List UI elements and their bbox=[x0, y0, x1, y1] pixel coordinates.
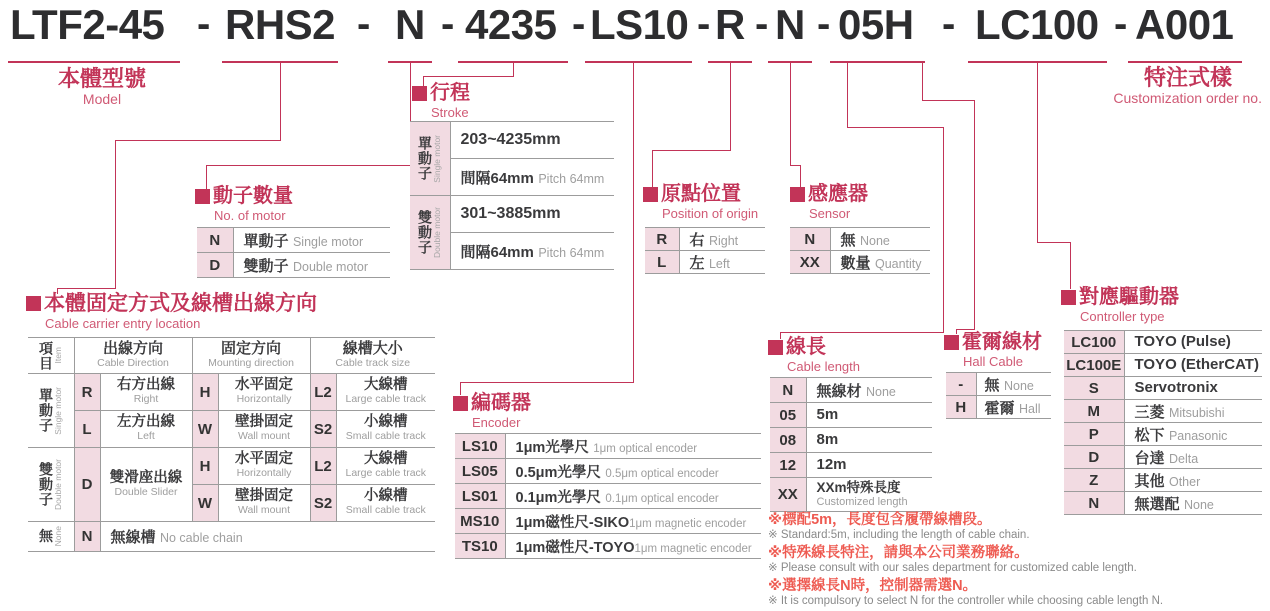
model-segment: R bbox=[715, 1, 745, 48]
desc-zh: 無線槽 bbox=[110, 529, 156, 546]
connector-line bbox=[57, 288, 116, 289]
footnote-en: ※ Please consult with our sales department for customized cable length. bbox=[768, 562, 1137, 574]
connector-line bbox=[280, 63, 281, 140]
section-header-sensor bbox=[790, 184, 868, 221]
connector-line bbox=[513, 63, 514, 76]
section-title-zh: 原點位置 bbox=[661, 183, 741, 205]
code-cell: - bbox=[946, 373, 976, 396]
desc-en: None bbox=[865, 384, 896, 399]
connector-line bbox=[730, 63, 731, 150]
model-label-en: Model bbox=[82, 91, 122, 108]
table-row bbox=[790, 228, 930, 251]
table-row bbox=[1064, 469, 1262, 492]
desc-zh: XXm特殊長度 bbox=[816, 480, 901, 496]
desc-en: Double Slider bbox=[114, 485, 178, 498]
table-row bbox=[197, 228, 390, 253]
section-header-stroke bbox=[412, 83, 470, 120]
desc-zh: 雙滑座出線 bbox=[109, 469, 183, 486]
desc-en: Left bbox=[708, 256, 730, 271]
table-row bbox=[410, 196, 614, 233]
desc-zh: 大線槽 bbox=[364, 377, 408, 394]
section-header-origin bbox=[643, 184, 758, 221]
code-cell: TS10 bbox=[455, 534, 505, 559]
stroke-range: 203~4235mm bbox=[460, 131, 561, 148]
section-title-zh: 動子數量 bbox=[213, 185, 293, 207]
section-header-encoder bbox=[453, 393, 531, 430]
section-marker bbox=[412, 86, 427, 101]
section-marker bbox=[453, 396, 468, 411]
code-cell: R bbox=[74, 374, 100, 411]
footnote-zh: ※標配5m，長度包含履帶線槽段。 bbox=[768, 512, 992, 528]
connector-line bbox=[974, 100, 975, 329]
code-cell: N bbox=[74, 522, 100, 552]
connector-line bbox=[423, 76, 514, 77]
connector-line bbox=[115, 140, 116, 288]
desc-en: Delta bbox=[1168, 451, 1199, 466]
desc-en: Right bbox=[133, 393, 159, 406]
table-row bbox=[28, 411, 435, 448]
model-separator: - bbox=[441, 2, 455, 46]
group-label-en: Single motor bbox=[53, 386, 63, 435]
connector-line bbox=[652, 150, 731, 151]
code-cell: N bbox=[790, 228, 830, 251]
desc-zh: 無 bbox=[984, 376, 1000, 394]
model-segment: RHS2 bbox=[225, 1, 336, 48]
cable-length-table bbox=[770, 377, 932, 512]
section-marker bbox=[1061, 290, 1076, 305]
connector-line bbox=[1070, 242, 1071, 289]
section-title-zh: 對應驅動器 bbox=[1079, 286, 1179, 308]
desc-zh: 小線槽 bbox=[364, 488, 408, 505]
header-dir-en: Cable Direction bbox=[97, 356, 169, 369]
desc-zh: 0.1μm光學尺 bbox=[515, 489, 601, 506]
table-row bbox=[790, 251, 930, 274]
table-row bbox=[410, 122, 614, 159]
desc-zh: 小線槽 bbox=[364, 414, 408, 431]
desc-zh: 三菱 bbox=[1134, 403, 1165, 421]
group-label-en: Double motor bbox=[53, 458, 63, 511]
model-segment: 4235 bbox=[465, 1, 557, 48]
desc-en: Small cable track bbox=[345, 504, 426, 517]
model-separator: - bbox=[1114, 2, 1128, 46]
model-segment: LS10 bbox=[590, 1, 689, 48]
customization-label-en: Customization order no. bbox=[1113, 90, 1262, 107]
desc-zh: 水平固定 bbox=[235, 377, 294, 394]
connector-line bbox=[922, 100, 974, 101]
section-header-hall bbox=[944, 332, 1042, 369]
table-row bbox=[1064, 331, 1262, 354]
connector-line bbox=[780, 332, 944, 333]
code-cell: M bbox=[1064, 400, 1124, 423]
header-mount-zh: 固定方向 bbox=[221, 340, 282, 358]
code-cell: XX bbox=[790, 251, 830, 274]
table-row bbox=[28, 448, 435, 485]
section-marker bbox=[26, 296, 41, 311]
code-cell: L bbox=[645, 251, 679, 274]
desc-zh: 右方出線 bbox=[117, 377, 175, 394]
desc-en: Customized length bbox=[816, 495, 908, 508]
code-cell: D bbox=[74, 448, 100, 522]
code-cell: 12 bbox=[770, 453, 806, 478]
connector-line bbox=[943, 127, 944, 332]
desc-en: Hall bbox=[1018, 401, 1041, 416]
connector-line bbox=[790, 63, 791, 165]
segment-underline bbox=[585, 61, 692, 63]
code-cell: P bbox=[1064, 423, 1124, 446]
desc-en: None bbox=[859, 233, 890, 248]
table-row bbox=[770, 453, 932, 478]
code-cell: L bbox=[74, 411, 100, 448]
hall-cable-table bbox=[946, 372, 1051, 419]
desc-zh: TOYO (Pulse) bbox=[1134, 333, 1231, 350]
desc-en: Right bbox=[708, 233, 739, 248]
table-row bbox=[1064, 377, 1262, 400]
desc-zh: 1μm磁性尺-TOYO bbox=[515, 539, 635, 556]
sensor-table bbox=[790, 227, 930, 274]
desc-en: Single motor bbox=[292, 234, 364, 249]
desc-en: Other bbox=[1168, 474, 1201, 489]
table-row bbox=[28, 374, 435, 411]
customization-label-zh: 特注式樣 bbox=[1143, 65, 1232, 90]
footnote-en: ※ Standard:5m, including the length of cable chain. bbox=[768, 529, 1030, 541]
header-track-en: Cable track size bbox=[335, 356, 411, 369]
desc-zh: 12m bbox=[816, 456, 847, 473]
model-label-zh: 本體型號 bbox=[57, 66, 146, 91]
desc-zh: 霍爾 bbox=[984, 399, 1015, 417]
section-marker bbox=[768, 340, 783, 355]
section-title-zh: 行程 bbox=[430, 82, 470, 104]
connector-line bbox=[633, 63, 634, 382]
motor-count-table bbox=[197, 227, 390, 278]
section-title-en: Controller type bbox=[1080, 309, 1165, 324]
desc-zh: 單動子 bbox=[243, 232, 289, 250]
code-cell: S2 bbox=[310, 485, 336, 522]
desc-en: No cable chain bbox=[159, 531, 243, 545]
table-row bbox=[946, 396, 1051, 419]
table-row bbox=[1064, 400, 1262, 423]
desc-en: Panasonic bbox=[1168, 428, 1228, 443]
desc-zh: 數量 bbox=[840, 254, 871, 272]
header-track-zh: 線槽大小 bbox=[342, 340, 403, 358]
section-title-en: Cable length bbox=[787, 359, 860, 374]
desc-en: Horizontally bbox=[236, 393, 292, 406]
table-row bbox=[28, 522, 435, 552]
footnote-zh: ※特殊線長特注，請與本公司業務聯絡。 bbox=[768, 545, 1029, 561]
stroke-table bbox=[410, 121, 614, 270]
stroke-pitch-en: Pitch 64mm bbox=[538, 171, 605, 186]
code-cell: 08 bbox=[770, 428, 806, 453]
desc-en: Quantity bbox=[874, 256, 922, 271]
desc-zh: 其他 bbox=[1134, 472, 1165, 490]
table-row bbox=[1064, 423, 1262, 446]
encoder-table bbox=[455, 433, 761, 559]
desc-en: 1μm optical encoder bbox=[593, 442, 698, 455]
table-row bbox=[946, 373, 1051, 396]
code-cell: D bbox=[1064, 446, 1124, 469]
model-label bbox=[22, 66, 182, 107]
section-title-en: Encoder bbox=[472, 415, 521, 430]
code-cell: 05 bbox=[770, 403, 806, 428]
section-marker bbox=[944, 335, 959, 350]
code-cell: N bbox=[1064, 492, 1124, 515]
code-cell: R bbox=[645, 228, 679, 251]
connector-line bbox=[956, 329, 975, 330]
stroke-range: 301~3885mm bbox=[460, 205, 561, 222]
connector-line bbox=[460, 382, 634, 383]
code-cell: Z bbox=[1064, 469, 1124, 492]
code-cell: XX bbox=[770, 478, 806, 512]
desc-zh: 壁掛固定 bbox=[235, 414, 294, 431]
model-separator: - bbox=[357, 2, 371, 46]
code-cell: H bbox=[946, 396, 976, 419]
desc-zh: 無 bbox=[840, 231, 856, 249]
desc-en: Wall mount bbox=[237, 430, 291, 443]
origin-table bbox=[645, 227, 765, 274]
code-cell: N bbox=[197, 228, 233, 253]
connector-line bbox=[115, 140, 281, 141]
model-segment: LTF2-45 bbox=[10, 1, 165, 48]
section-marker bbox=[195, 189, 210, 204]
desc-zh: 左方出線 bbox=[117, 414, 175, 431]
code-cell: LS05 bbox=[455, 459, 505, 484]
section-title-en: No. of motor bbox=[214, 208, 286, 223]
code-cell: MS10 bbox=[455, 509, 505, 534]
table-row bbox=[770, 378, 932, 403]
connector-line bbox=[922, 63, 923, 100]
table-row bbox=[455, 434, 761, 459]
section-title-en: Position of origin bbox=[662, 206, 759, 221]
model-segment: LC100 bbox=[975, 1, 1099, 48]
section-header-cable-length bbox=[768, 337, 860, 374]
footnote-zh: ※選擇線長N時，控制器需選N。 bbox=[768, 578, 978, 594]
code-cell: W bbox=[192, 485, 218, 522]
table-row bbox=[197, 253, 390, 278]
desc-zh: 5m bbox=[816, 406, 839, 423]
stroke-pitch-zh: 間隔64mm bbox=[460, 243, 534, 261]
desc-en: 0.1μm optical encoder bbox=[605, 492, 719, 505]
section-title-en: Cable carrier entry location bbox=[45, 316, 201, 331]
header-item-zh: 項目 bbox=[38, 340, 54, 371]
footnote-en: ※ It is compulsory to select N for the controller while choosing cable length N. bbox=[768, 595, 1164, 607]
table-row bbox=[455, 534, 761, 559]
model-segment: N bbox=[775, 1, 805, 48]
desc-en: Double motor bbox=[292, 259, 369, 274]
header-item-en: Item bbox=[53, 347, 63, 364]
desc-zh: 松下 bbox=[1134, 426, 1165, 444]
section-title-en: Stroke bbox=[431, 105, 469, 120]
section-marker bbox=[790, 187, 805, 202]
table-row bbox=[455, 509, 761, 534]
code-cell: LC100E bbox=[1064, 354, 1124, 377]
group-label-en: None bbox=[53, 526, 63, 547]
section-title-zh: 感應器 bbox=[808, 183, 868, 205]
connector-line bbox=[1037, 242, 1071, 243]
code-cell: D bbox=[197, 253, 233, 278]
table-row bbox=[770, 428, 932, 453]
segment-underline bbox=[830, 61, 925, 63]
controller-table bbox=[1064, 330, 1262, 515]
footnotes bbox=[768, 512, 1268, 611]
desc-zh: 大線槽 bbox=[364, 451, 408, 468]
section-header-motor-count bbox=[195, 186, 293, 223]
connector-line bbox=[206, 165, 411, 166]
model-segment: 05H bbox=[838, 1, 914, 48]
table-row bbox=[770, 478, 932, 512]
desc-zh: 左 bbox=[689, 254, 705, 272]
code-cell: S bbox=[1064, 377, 1124, 400]
code-cell: H bbox=[192, 374, 218, 411]
desc-en: Large cable track bbox=[345, 467, 427, 480]
desc-en: 0.5μm optical encoder bbox=[605, 467, 719, 480]
model-segment: A001 bbox=[1135, 1, 1234, 48]
table-row bbox=[770, 403, 932, 428]
section-title-zh: 編碼器 bbox=[471, 392, 531, 414]
code-cell: L2 bbox=[310, 374, 336, 411]
table-row bbox=[1064, 354, 1262, 377]
desc-zh: Servotronix bbox=[1134, 379, 1218, 396]
group-label-zh: 無 bbox=[39, 528, 53, 545]
model-separator: - bbox=[697, 2, 711, 46]
desc-en: Wall mount bbox=[237, 504, 291, 517]
desc-zh: 1μm磁性尺-SIKO bbox=[515, 514, 630, 531]
desc-en: Mitsubishi bbox=[1168, 405, 1225, 420]
desc-zh: 壁掛固定 bbox=[235, 488, 294, 505]
table-row bbox=[1064, 446, 1262, 469]
desc-zh: 8m bbox=[816, 431, 839, 448]
table-row bbox=[455, 459, 761, 484]
code-cell: LS10 bbox=[455, 434, 505, 459]
desc-en: Large cable track bbox=[345, 393, 427, 406]
model-separator: - bbox=[942, 2, 956, 46]
model-segment: N bbox=[395, 1, 425, 48]
code-cell: W bbox=[192, 411, 218, 448]
connector-line bbox=[847, 127, 943, 128]
group-label-en: Single motor bbox=[432, 134, 442, 183]
code-cell: LS01 bbox=[455, 484, 505, 509]
segment-underline bbox=[8, 61, 180, 63]
table-row bbox=[28, 338, 435, 374]
desc-en: Horizontally bbox=[236, 467, 292, 480]
section-title-zh: 本體固定方式及線槽出線方向 bbox=[44, 292, 317, 315]
desc-zh: 0.5μm光學尺 bbox=[515, 464, 601, 481]
segment-underline bbox=[1128, 61, 1242, 63]
group-label-en: Double motor bbox=[432, 206, 442, 259]
table-row bbox=[645, 251, 765, 274]
header-dir-zh: 出線方向 bbox=[103, 340, 164, 358]
stroke-pitch-zh: 間隔64mm bbox=[460, 169, 534, 187]
header-mount-en: Mounting direction bbox=[208, 356, 294, 369]
desc-zh: 1μm光學尺 bbox=[515, 439, 589, 456]
group-label-zh: 單動子 bbox=[417, 136, 433, 181]
desc-zh: 右 bbox=[689, 231, 705, 249]
desc-en: None bbox=[1183, 497, 1214, 512]
code-cell: S2 bbox=[310, 411, 336, 448]
section-title-en: Hall Cable bbox=[963, 354, 1023, 369]
connector-line bbox=[652, 150, 653, 187]
section-title-zh: 霍爾線材 bbox=[962, 331, 1042, 353]
desc-zh: 水平固定 bbox=[235, 451, 294, 468]
carrier-table bbox=[28, 337, 435, 552]
section-title-zh: 線長 bbox=[786, 336, 826, 358]
code-cell: N bbox=[770, 378, 806, 403]
group-label-zh: 雙動子 bbox=[417, 210, 433, 255]
desc-zh: TOYO (EtherCAT) bbox=[1134, 356, 1259, 373]
desc-zh: 無選配 bbox=[1134, 495, 1180, 513]
customization-label bbox=[1020, 65, 1262, 106]
desc-zh: 台達 bbox=[1134, 449, 1165, 467]
model-separator: - bbox=[197, 2, 211, 46]
code-cell: L2 bbox=[310, 448, 336, 485]
desc-en: 1μm magnetic encoder bbox=[629, 517, 747, 530]
section-header-controller bbox=[1061, 287, 1179, 324]
desc-zh: 無線材 bbox=[816, 382, 862, 400]
group-label-zh: 雙動子 bbox=[38, 462, 54, 507]
desc-en: Left bbox=[137, 430, 155, 443]
code-cell: H bbox=[192, 448, 218, 485]
section-title-en: Sensor bbox=[809, 206, 851, 221]
desc-en: 1μm magnetic encoder bbox=[634, 542, 752, 555]
desc-zh: 雙動子 bbox=[243, 257, 289, 275]
code-cell: LC100 bbox=[1064, 331, 1124, 354]
model-separator: - bbox=[817, 2, 831, 46]
group-label-zh: 單動子 bbox=[38, 388, 54, 433]
section-marker bbox=[643, 187, 658, 202]
connector-line bbox=[847, 63, 848, 127]
section-header-carrier bbox=[26, 293, 317, 331]
stroke-pitch-en: Pitch 64mm bbox=[538, 245, 605, 260]
table-row bbox=[645, 228, 765, 251]
model-separator: - bbox=[572, 2, 586, 46]
desc-en: None bbox=[1003, 378, 1034, 393]
model-separator: - bbox=[755, 2, 769, 46]
table-row bbox=[455, 484, 761, 509]
desc-en: Small cable track bbox=[345, 430, 426, 443]
